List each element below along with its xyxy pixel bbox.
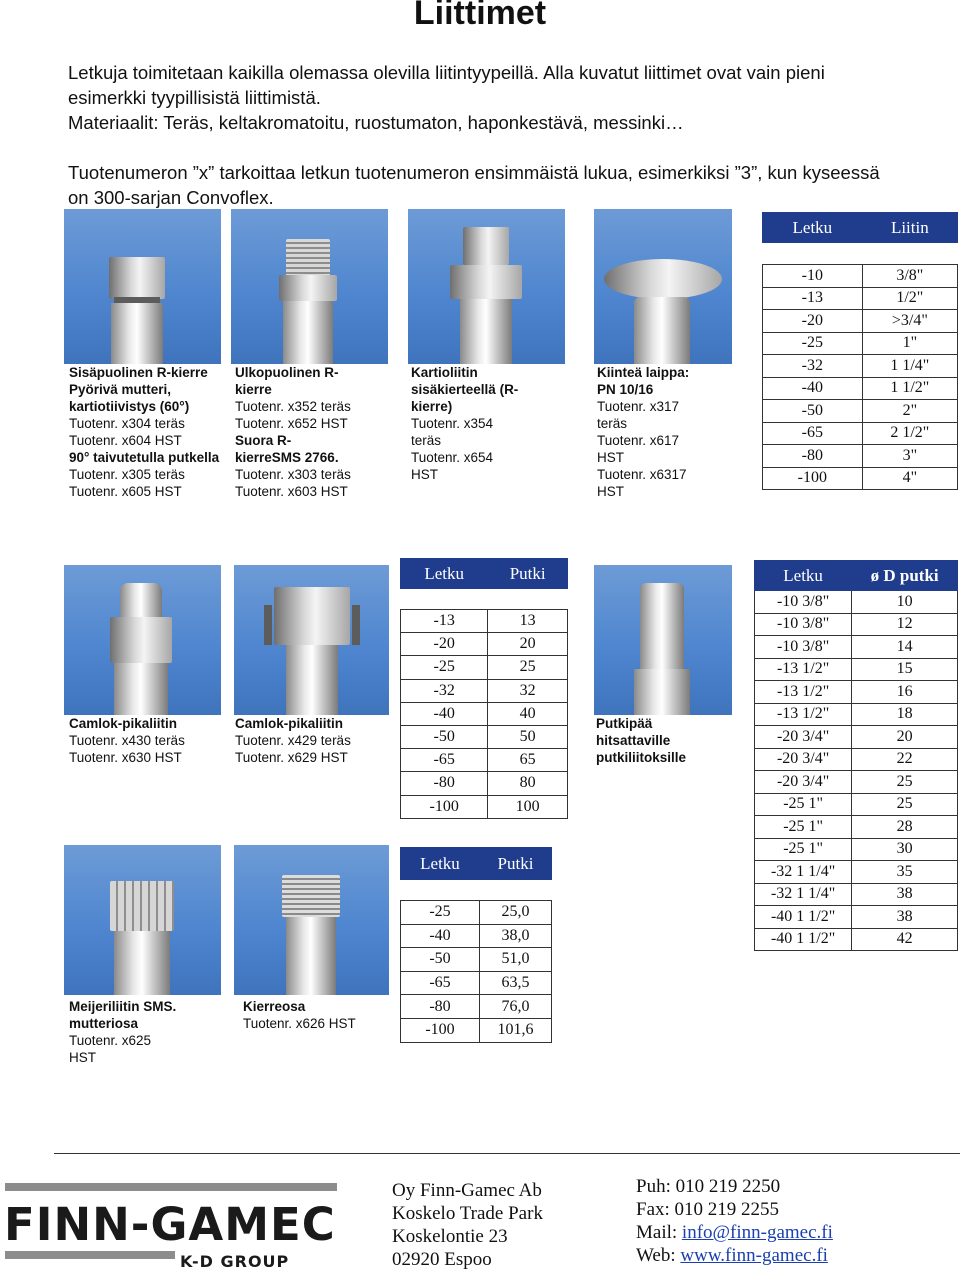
- logo-stripe: [5, 1183, 337, 1191]
- table-row: -10 3/8": [763, 265, 958, 288]
- table-row: -20 20: [401, 633, 568, 656]
- contact-mail: [636, 1222, 833, 1244]
- product-photo-meijeriliitin: [64, 845, 221, 995]
- intro-line: esimerkki tyypillisistä liittimistä.: [68, 87, 321, 108]
- caption-r-kierre-outer: Ulkopuolinen R- kierre Tuotenr. x352 teräs Tuotenr. x652 HST Suora R- kierreSMS 2766. Tuotenr. x303 teräs Tuotenr. x603 HST: [235, 365, 351, 499]
- product-photo-camlok-2: [234, 565, 389, 715]
- product-photo-putkipaa: [594, 565, 732, 715]
- table-row: -40 1 1/2" 42: [755, 928, 958, 951]
- logo-stripe: [5, 1251, 175, 1259]
- table-row: -40 1 1/2" 38: [755, 906, 958, 929]
- table-row: -65 2 1/2": [763, 422, 958, 445]
- table-row: -20 3/4" 20: [755, 726, 958, 749]
- intro-line: Tuotenumeron ”x” tarkoittaa letkun tuotenumeron ensimmäistä lukua, esimerkiksi ”3”, kun kyseessä: [68, 162, 880, 183]
- product-photo-kierreosa: [234, 845, 389, 995]
- contact-web: [636, 1245, 828, 1267]
- table-row: -40 38,0: [401, 924, 552, 948]
- table-row: -10 3/8" 10: [755, 591, 958, 614]
- table-row: -80 76,0: [401, 995, 552, 1019]
- table-header: Letku: [401, 559, 488, 589]
- footer-divider: [54, 1153, 960, 1154]
- table-row: -13 1/2" 16: [755, 681, 958, 704]
- web-label: Web:: [636, 1245, 681, 1266]
- intro-line: on 300-sarjan Convoflex.: [68, 187, 274, 208]
- table-row: -50 51,0: [401, 948, 552, 972]
- table-row: -40 1 1/2": [763, 377, 958, 400]
- table-row: -13 13: [401, 610, 568, 633]
- caption-kartioliitin: Kartioliitin sisäkierteellä (R- kierre) Tuotenr. x354 teräs Tuotenr. x654 HST: [411, 365, 519, 482]
- table-row: -13 1/2" 15: [755, 658, 958, 681]
- table-row: -25 25,0: [401, 901, 552, 925]
- company-logo-sub: K-D GROUP: [180, 1252, 290, 1271]
- intro-line: Materiaalit: Teräs, keltakromatoitu, ruostumaton, haponkestävä, messinki…: [68, 112, 684, 133]
- table-row: -32 1 1/4" 35: [755, 861, 958, 884]
- table-row: -32 1 1/4" 38: [755, 883, 958, 906]
- intro-line: Letkuja toimitetaan kaikilla olemassa olevilla liitintyypeillä. Alla kuvatut liittimet ovat vain pieni: [68, 62, 825, 83]
- caption-r-kierre-inner: Sisäpuolinen R-kierre Pyörivä mutteri, kartiotiivistys (60°) Tuotenr. x304 teräs Tuotenr. x604 HST 90° taivutetulla putkella Tuotenr. x305 teräs Tuotenr. x605 HST: [69, 365, 220, 499]
- table-row: -65 65: [401, 749, 568, 772]
- table-row: -50 50: [401, 725, 568, 748]
- table-row: -10 3/8" 12: [755, 613, 958, 636]
- table-row: -100 101,6: [401, 1018, 552, 1042]
- table-header: Letku: [401, 848, 480, 880]
- table-row: -32 1 1/4": [763, 355, 958, 378]
- table-letku-putki-2: [400, 847, 552, 1043]
- table-row: -25 1" 25: [755, 793, 958, 816]
- table-header: Putki: [488, 559, 568, 589]
- table-row: -20 3/4" 25: [755, 771, 958, 794]
- table-row: -100 100: [401, 795, 568, 818]
- table-row: -80 80: [401, 772, 568, 795]
- mail-link[interactable]: info@finn-gamec.fi: [681, 1222, 833, 1243]
- table-row: -13 1/2": [763, 287, 958, 310]
- caption-camlok-2: Camlok-pikaliitin Tuotenr. x429 teräs Tuotenr. x629 HST: [235, 716, 351, 765]
- caption-kierreosa: Kierreosa Tuotenr. x626 HST: [243, 999, 356, 1031]
- company-street: Koskelontie 23: [392, 1226, 508, 1247]
- table-letku-liitin: [762, 212, 958, 490]
- table-letku-putki-1: [400, 558, 568, 819]
- company-name: Oy Finn-Gamec Ab: [392, 1180, 542, 1201]
- product-photo-r-kierre-inner: [64, 209, 221, 364]
- table-row: -13 1/2" 18: [755, 703, 958, 726]
- table-row: -25 1": [763, 332, 958, 355]
- table-row: -65 63,5: [401, 971, 552, 995]
- company-logo: FINN-GAMEC: [4, 1198, 336, 1251]
- table-row: -80 3": [763, 445, 958, 468]
- table-header: ø D putki: [852, 561, 958, 591]
- table-row: -20 3/4" 22: [755, 748, 958, 771]
- table-header: Liitin: [862, 213, 957, 243]
- table-row: -40 40: [401, 702, 568, 725]
- web-link[interactable]: www.finn-gamec.fi: [680, 1245, 828, 1266]
- table-row: -25 1" 30: [755, 838, 958, 861]
- table-row: -25 1" 28: [755, 816, 958, 839]
- table-row: -50 2": [763, 400, 958, 423]
- table-row: -100 4": [763, 467, 958, 490]
- caption-meijeriliitin: Meijeriliitin SMS. mutteriosa Tuotenr. x625 HST: [69, 999, 177, 1065]
- contact-phone: Puh: 010 219 2250: [636, 1176, 781, 1197]
- table-row: -25 25: [401, 656, 568, 679]
- company-park: Koskelo Trade Park: [392, 1203, 543, 1224]
- caption-laippa: Kiinteä laippa: PN 10/16 Tuotenr. x317 teräs Tuotenr. x617 HST Tuotenr. x6317 HST: [597, 365, 690, 499]
- contact-fax: Fax: 010 219 2255: [636, 1199, 780, 1220]
- company-city: 02920 Espoo: [392, 1249, 492, 1270]
- caption-camlok-1: Camlok-pikaliitin Tuotenr. x430 teräs Tuotenr. x630 HST: [69, 716, 185, 765]
- table-row: -10 3/8" 14: [755, 636, 958, 659]
- table-header: Putki: [479, 848, 551, 880]
- table-row: -20 >3/4": [763, 310, 958, 333]
- table-header: Letku: [755, 561, 852, 591]
- page-title: Liittimet: [413, 0, 547, 32]
- table-row: -32 32: [401, 679, 568, 702]
- product-photo-kartioliitin: [408, 209, 565, 364]
- mail-label: Mail:: [636, 1222, 682, 1243]
- table-letku-d-putki: [754, 560, 958, 951]
- product-photo-r-kierre-outer: [231, 209, 388, 364]
- product-photo-laippa: [594, 209, 732, 364]
- caption-putkipaa: Putkipää hitsattaville putkiliitoksille: [596, 716, 687, 765]
- table-header: Letku: [763, 213, 863, 243]
- product-photo-camlok-1: [64, 565, 221, 715]
